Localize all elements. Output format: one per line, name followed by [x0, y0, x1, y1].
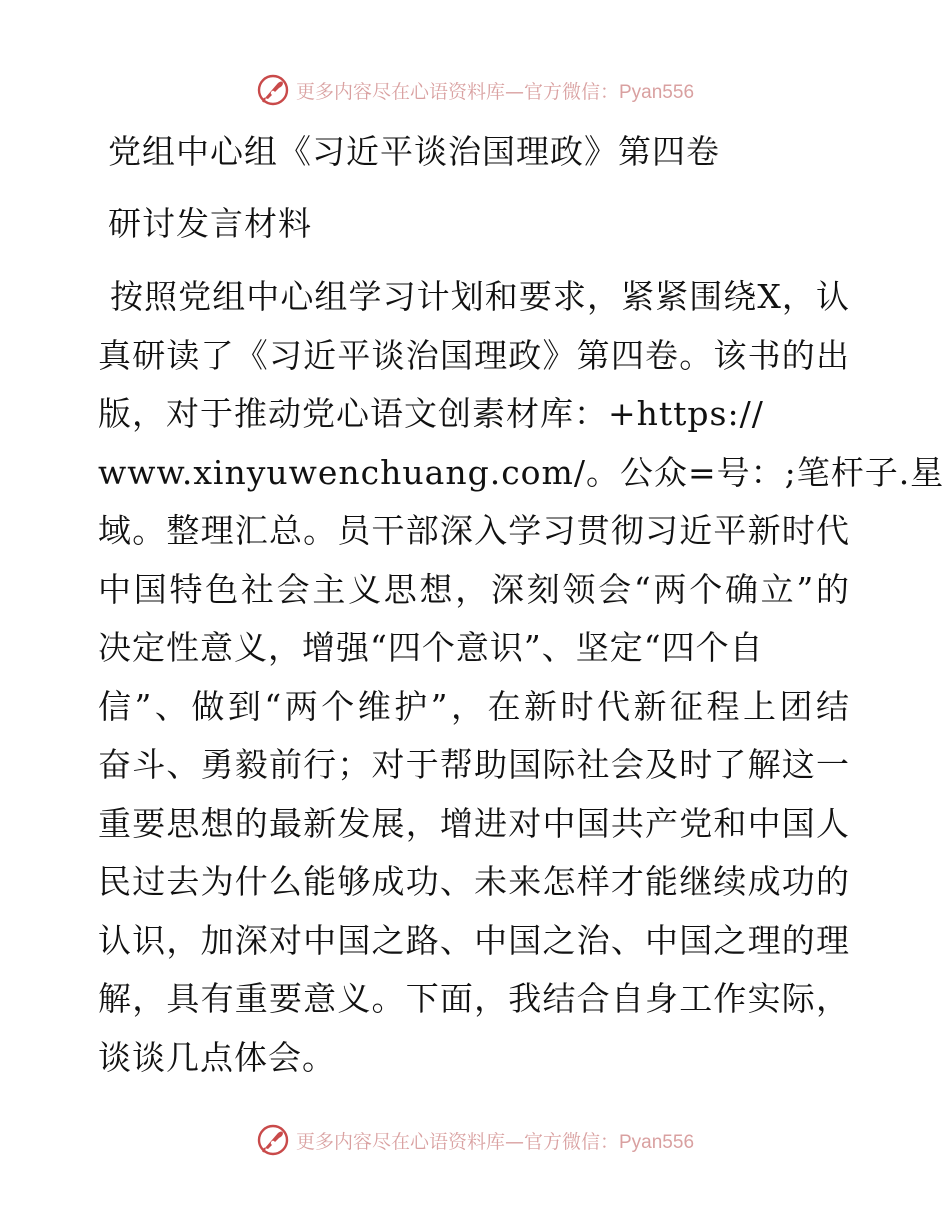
watermark-wechat-id: Pyan556: [619, 1131, 695, 1153]
body-line: 民过去为什么能够成功、未来怎样才能继续成功的: [98, 862, 850, 901]
body-line: www.xinyuwenchuang.com/。公众=号：;笔杆子.星: [98, 452, 945, 492]
quill-pen-logo-icon: [256, 1123, 290, 1157]
body-line: 按照党组中心组学习计划和要求，紧紧围绕X，认: [110, 277, 850, 316]
footer-watermark: [0, 1120, 950, 1160]
watermark-wechat-id: Pyan556: [619, 81, 695, 103]
body-line: 信”、做到“两个维护”，在新时代新征程上团结: [98, 686, 850, 726]
quill-pen-logo-icon: [256, 73, 290, 107]
body-line: 谈谈几点体会。: [98, 1037, 336, 1077]
body-line: 中国特色社会主义思想，深刻领会“两个确立”的: [98, 569, 850, 609]
body-line: 解，具有重要意义。下面，我结合自身工作实际，: [98, 979, 850, 1018]
document-subtitle: 研讨发言材料: [108, 204, 312, 243]
watermark-text: 更多内容尽在心语资料库—官方微信：Pyan556: [295, 80, 695, 103]
body-line: 决定性意义，增强“四个意识”、坚定“四个自: [98, 628, 764, 667]
body-line: 认识，加深对中国之路、中国之治、中国之理的理: [98, 920, 850, 960]
body-line: 版，对于推动党心语文创素材库：+https://: [98, 394, 764, 433]
body-line: 域。整理汇总。员干部深入学习贯彻习近平新时代: [98, 511, 850, 550]
body-paragraph: [98, 268, 945, 1087]
watermark-text: 更多内容尽在心语资料库—官方微信：Pyan556: [295, 1130, 695, 1153]
body-line: 奋斗、勇毅前行；对于帮助国际社会及时了解这一: [98, 745, 850, 784]
header-watermark: [0, 70, 950, 110]
document-title: 党组中心组《习近平谈治国理政》第四卷: [108, 132, 720, 171]
body-line: 真研读了《习近平谈治国理政》第四卷。该书的出: [98, 335, 850, 375]
body-line: 重要思想的最新发展，增进对中国共产党和中国人: [98, 803, 850, 843]
